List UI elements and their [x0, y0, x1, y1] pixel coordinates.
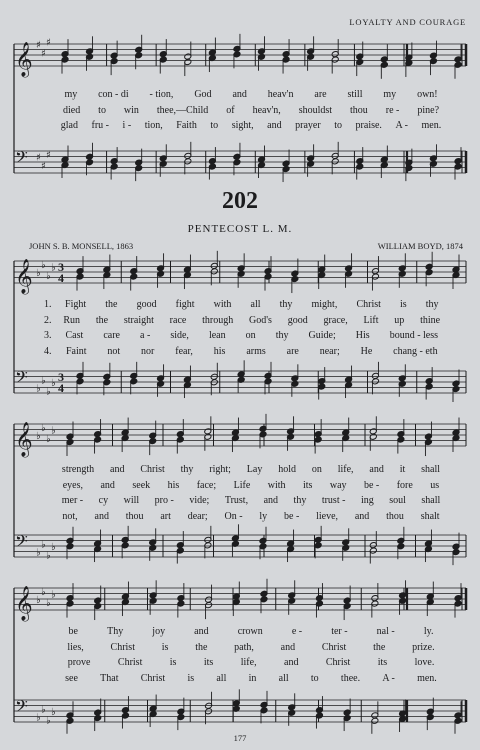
- lyric-syllable: path,: [234, 641, 254, 653]
- lyric-syllable: thy: [293, 495, 307, 506]
- lyric-syllable: and: [369, 464, 384, 475]
- lyric-syllable: thy: [275, 330, 289, 341]
- lyric-syllable: Thy: [107, 626, 124, 637]
- lyric-syllable: way: [329, 479, 347, 491]
- lyric-syllable: care: [103, 330, 120, 341]
- lyric-line: [54, 462, 448, 477]
- lyric-syllable: tion,: [144, 120, 163, 131]
- lyric-line: [54, 118, 448, 133]
- lyric-syllable: chang - eth: [393, 345, 438, 357]
- verse-number: 1.: [44, 299, 52, 310]
- author-credit: JOHN S. B. MONSELL, 1863: [29, 241, 134, 251]
- lyric-syllable: win: [123, 104, 139, 116]
- flat-icon: ♭: [41, 375, 46, 387]
- sharp-icon: ♯: [36, 152, 41, 164]
- lyric-syllable: all: [216, 672, 227, 684]
- lyric-syllable: its: [377, 657, 388, 668]
- lyric-line: [54, 655, 448, 670]
- sharp-icon: ♯: [41, 160, 46, 172]
- lyric-syllable: e -: [291, 626, 303, 637]
- lyric-syllable: vide;: [189, 495, 210, 506]
- composer-credit: WILLIAM BOYD, 1874: [377, 241, 463, 251]
- lyric-syllable: lean: [208, 330, 226, 341]
- lyric-syllable: to: [310, 672, 319, 684]
- lyric-syllable: ly.: [423, 626, 434, 637]
- lyric-syllable: it: [399, 464, 406, 475]
- lyric-syllable: and: [267, 120, 282, 131]
- lyric-syllable: on: [311, 464, 322, 475]
- lyric-syllable: arms: [246, 345, 266, 357]
- lyric-syllable: seek: [132, 479, 151, 491]
- lyric-syllable: Guide;: [308, 330, 336, 341]
- lyric-syllable: i -: [122, 120, 132, 131]
- lyric-syllable: joy: [152, 626, 166, 637]
- lyric-syllable: thou: [125, 510, 144, 522]
- bass-clef-icon: 𝄢: [15, 531, 28, 555]
- lyric-syllable: be -: [284, 510, 300, 522]
- flat-icon: ♭: [51, 707, 56, 718]
- lyric-syllable: thy: [425, 299, 439, 310]
- time-signature-bottom: 4: [58, 271, 64, 285]
- lyric-syllable: died: [62, 104, 81, 116]
- lyric-syllable: is: [169, 657, 177, 668]
- lyric-syllable: strength: [61, 464, 95, 475]
- lyric-syllable: and: [94, 510, 109, 522]
- lyric-syllable: glad: [60, 120, 78, 131]
- flat-icon: ♭: [51, 262, 56, 274]
- flat-icon: ♭: [46, 433, 51, 445]
- sharp-icon: ♯: [36, 40, 41, 51]
- lyric-line: [54, 103, 448, 118]
- lyric-syllable: art: [160, 510, 171, 522]
- sharp-icon: ♯: [46, 149, 51, 161]
- lyric-syllable: and: [263, 495, 279, 506]
- lyric-syllable: thee,—Child: [156, 104, 209, 116]
- lyric-syllable: my: [383, 89, 397, 100]
- lyric-line: [54, 640, 448, 655]
- lyric-syllable: men.: [421, 120, 442, 131]
- lyric-syllable: Christ: [110, 641, 135, 653]
- lyric-syllable: Faint: [65, 345, 87, 357]
- lyric-syllable: Cast: [65, 330, 84, 341]
- lyric-syllable: praise.: [355, 120, 382, 131]
- lyric-syllable: thy: [180, 464, 194, 475]
- lyric-syllable: side,: [170, 330, 189, 341]
- lyric-syllable: con - di: [98, 89, 129, 100]
- lyric-syllable: lies,: [67, 641, 84, 653]
- lyric-syllable: all: [278, 672, 289, 684]
- lyric-syllable: heav'n: [267, 89, 294, 100]
- treble-clef-icon: 𝄞: [15, 422, 33, 457]
- lyric-syllable: good: [287, 314, 308, 326]
- lyric-syllable: dear;: [187, 510, 208, 522]
- lyric-syllable: thou: [350, 104, 368, 116]
- lyric-syllable: us: [430, 479, 440, 491]
- flat-icon: ♭: [41, 704, 46, 716]
- lyric-line: [54, 478, 448, 493]
- lyric-syllable: His: [355, 330, 370, 341]
- lyric-syllable: up: [394, 314, 405, 326]
- flat-icon: ♭: [36, 268, 41, 279]
- lyric-syllable: to: [98, 104, 106, 116]
- tune-name: PENTECOST L. M.: [187, 223, 293, 235]
- lyric-syllable: is: [399, 299, 407, 310]
- lyric-syllable: ly: [259, 510, 268, 522]
- lyric-syllable: lieve,: [316, 510, 339, 522]
- lyric-syllable: shall: [421, 464, 441, 475]
- lyric-syllable: mer -: [61, 495, 84, 506]
- lyric-syllable: its: [203, 657, 214, 668]
- lyric-line: [54, 624, 448, 639]
- lyric-syllable: fru -: [91, 120, 110, 131]
- lyric-syllable: life,: [240, 657, 257, 668]
- lyric-line: [44, 328, 448, 343]
- lyric-syllable: good: [136, 299, 157, 310]
- lyric-syllable: re -: [385, 104, 400, 116]
- lyric-syllable: thou: [386, 510, 404, 522]
- time-signature-top: 3: [58, 370, 64, 384]
- lyric-syllable: the: [373, 641, 386, 653]
- lyric-syllable: fear,: [175, 345, 193, 357]
- lyric-syllable: a -: [140, 330, 151, 341]
- lyric-syllable: bound - less: [389, 330, 439, 341]
- lyric-syllable: face;: [196, 479, 217, 491]
- lyric-syllable: men.: [417, 672, 437, 684]
- lyric-syllable: and: [232, 89, 247, 100]
- lyric-syllable: prove: [67, 657, 91, 668]
- lyric-syllable: and: [100, 479, 115, 491]
- lyric-syllable: through: [202, 314, 234, 326]
- lyric-syllable: nal -: [376, 626, 395, 637]
- lyric-syllable: the: [195, 641, 208, 653]
- flat-icon: ♭: [36, 595, 41, 606]
- lyric-syllable: his: [167, 479, 180, 491]
- lyric-syllable: heav'n,: [252, 104, 281, 116]
- lyric-line: [44, 344, 448, 359]
- lyric-syllable: Christ: [140, 464, 165, 475]
- running-head: LOYALTY AND COURAGE: [349, 17, 466, 27]
- lyric-syllable: near;: [319, 345, 340, 357]
- lyric-syllable: Christ: [321, 641, 347, 653]
- lyric-syllable: are: [286, 345, 299, 357]
- lyric-line: [44, 297, 448, 312]
- lyric-syllable: grace,: [323, 314, 348, 326]
- flat-icon: ♭: [36, 547, 41, 559]
- lyric-syllable: prize.: [412, 641, 435, 653]
- lyric-syllable: might,: [311, 299, 338, 310]
- lyric-syllable: soul: [389, 495, 406, 506]
- lyric-syllable: shall: [421, 495, 441, 506]
- lyric-syllable: and: [280, 641, 296, 653]
- lyric-syllable: thee.: [340, 672, 361, 684]
- time-signature-top: 3: [58, 260, 64, 274]
- flat-icon: ♭: [46, 386, 51, 398]
- lyric-line: [54, 87, 448, 102]
- lyric-syllable: Christ: [117, 657, 143, 668]
- lyric-line: [54, 493, 448, 508]
- lyric-syllable: thy: [279, 299, 293, 310]
- flat-icon: ♭: [36, 383, 41, 395]
- flat-icon: ♭: [41, 422, 46, 434]
- lyric-syllable: hold: [278, 464, 296, 475]
- sharp-icon: ♯: [46, 37, 51, 49]
- lyric-syllable: and: [284, 657, 299, 668]
- bass-clef-icon: 𝄢: [15, 367, 28, 391]
- lyric-syllable: pro -: [154, 495, 174, 506]
- lyric-syllable: not: [107, 345, 121, 357]
- lyric-syllable: Run: [63, 314, 81, 326]
- lyric-syllable: his: [213, 345, 226, 357]
- lyric-syllable: will: [123, 495, 140, 506]
- lyric-syllable: the: [105, 299, 118, 310]
- lyric-syllable: Lay: [246, 464, 263, 475]
- flat-icon: ♭: [41, 259, 46, 271]
- lyric-syllable: shouldst: [298, 104, 333, 116]
- lyric-line: [44, 313, 448, 328]
- lyric-syllable: Life: [233, 479, 251, 491]
- lyric-syllable: to: [334, 120, 343, 131]
- lyric-syllable: on: [245, 330, 256, 341]
- lyric-syllable: ter -: [331, 626, 348, 637]
- lyric-line: [54, 671, 448, 686]
- lyric-syllable: with: [267, 479, 286, 491]
- lyric-syllable: ing: [360, 495, 374, 506]
- lyric-syllable: in: [248, 672, 257, 684]
- lyric-syllable: not,: [62, 510, 78, 522]
- flat-icon: ♭: [36, 431, 41, 442]
- lyric-syllable: eyes,: [62, 479, 83, 491]
- flat-icon: ♭: [51, 425, 56, 437]
- lyric-syllable: A -: [382, 672, 395, 684]
- lyric-syllable: On -: [224, 510, 243, 522]
- lyric-syllable: crown: [237, 626, 263, 637]
- flat-icon: ♭: [41, 586, 46, 598]
- lyric-syllable: sight,: [231, 120, 254, 131]
- lyric-syllable: nor: [141, 345, 155, 357]
- bass-clef-icon: 𝄢: [15, 147, 28, 171]
- treble-clef-icon: 𝄞: [15, 42, 33, 77]
- lyric-syllable: the: [95, 314, 109, 326]
- lyric-syllable: Faith: [176, 120, 197, 131]
- flat-icon: ♭: [46, 715, 51, 727]
- lyric-syllable: Christ: [325, 657, 351, 668]
- lyric-syllable: all: [250, 299, 261, 310]
- lyric-syllable: with: [213, 299, 232, 310]
- lyric-syllable: Fight: [65, 299, 87, 310]
- lyric-syllable: its: [302, 479, 313, 491]
- lyric-line: [54, 509, 448, 524]
- lyric-syllable: right;: [209, 464, 231, 475]
- lyric-syllable: are: [314, 89, 327, 100]
- lyric-syllable: be: [68, 626, 78, 637]
- lyric-syllable: race: [169, 314, 187, 326]
- flat-icon: ♭: [41, 539, 46, 551]
- treble-clef-icon: 𝄞: [15, 586, 33, 621]
- flat-icon: ♭: [36, 712, 41, 724]
- lyric-syllable: shalt: [420, 510, 440, 522]
- verse-number: 3.: [44, 330, 52, 341]
- lyric-syllable: see: [65, 672, 78, 684]
- bass-clef-icon: 𝄢: [15, 696, 28, 720]
- lyric-syllable: That: [100, 672, 119, 684]
- verse-number: 4.: [44, 345, 52, 357]
- lyric-syllable: fore: [396, 479, 413, 491]
- lyric-syllable: Christ: [140, 672, 166, 684]
- lyric-syllable: trust -: [321, 495, 346, 506]
- lyric-syllable: He: [360, 345, 373, 357]
- lyric-syllable: God's: [249, 314, 272, 326]
- flat-icon: ♭: [46, 597, 51, 609]
- lyric-syllable: is: [187, 672, 195, 684]
- lyric-syllable: fight: [175, 299, 195, 310]
- treble-clef-icon: 𝄞: [15, 259, 33, 294]
- lyric-syllable: and: [194, 626, 209, 637]
- lyric-syllable: A -: [395, 120, 408, 131]
- lyric-syllable: straight: [123, 314, 154, 326]
- page-number: 177: [233, 733, 247, 743]
- time-signature-bottom: 4: [58, 381, 64, 395]
- lyric-syllable: own!: [417, 89, 438, 100]
- lyric-syllable: Lift: [363, 314, 379, 326]
- flat-icon: ♭: [51, 589, 56, 601]
- lyric-syllable: and: [354, 510, 370, 522]
- flat-icon: ♭: [46, 270, 51, 282]
- flat-icon: ♭: [51, 378, 56, 389]
- flat-icon: ♭: [51, 542, 56, 553]
- sharp-icon: ♯: [41, 48, 46, 60]
- flat-icon: ♭: [46, 550, 51, 562]
- lyric-syllable: Christ: [356, 299, 381, 310]
- lyric-syllable: pine?: [417, 104, 440, 116]
- lyric-syllable: be -: [363, 479, 380, 491]
- lyric-syllable: prayer: [295, 120, 321, 131]
- lyric-syllable: to: [210, 120, 219, 131]
- lyric-syllable: life,: [337, 464, 354, 475]
- lyric-syllable: and: [110, 464, 125, 475]
- lyric-syllable: cy: [98, 495, 109, 506]
- lyric-syllable: love.: [414, 657, 435, 668]
- lyric-syllable: still: [347, 89, 363, 100]
- hymn-number: 202: [222, 188, 258, 214]
- lyric-syllable: of: [226, 104, 235, 116]
- lyric-syllable: - tion,: [149, 89, 174, 100]
- lyric-syllable: is: [161, 641, 169, 653]
- verse-number: 2.: [44, 314, 52, 326]
- lyric-syllable: my: [64, 89, 78, 100]
- lyric-syllable: Trust,: [224, 495, 249, 506]
- lyric-syllable: God: [194, 89, 212, 100]
- lyric-syllable: thine: [420, 314, 441, 326]
